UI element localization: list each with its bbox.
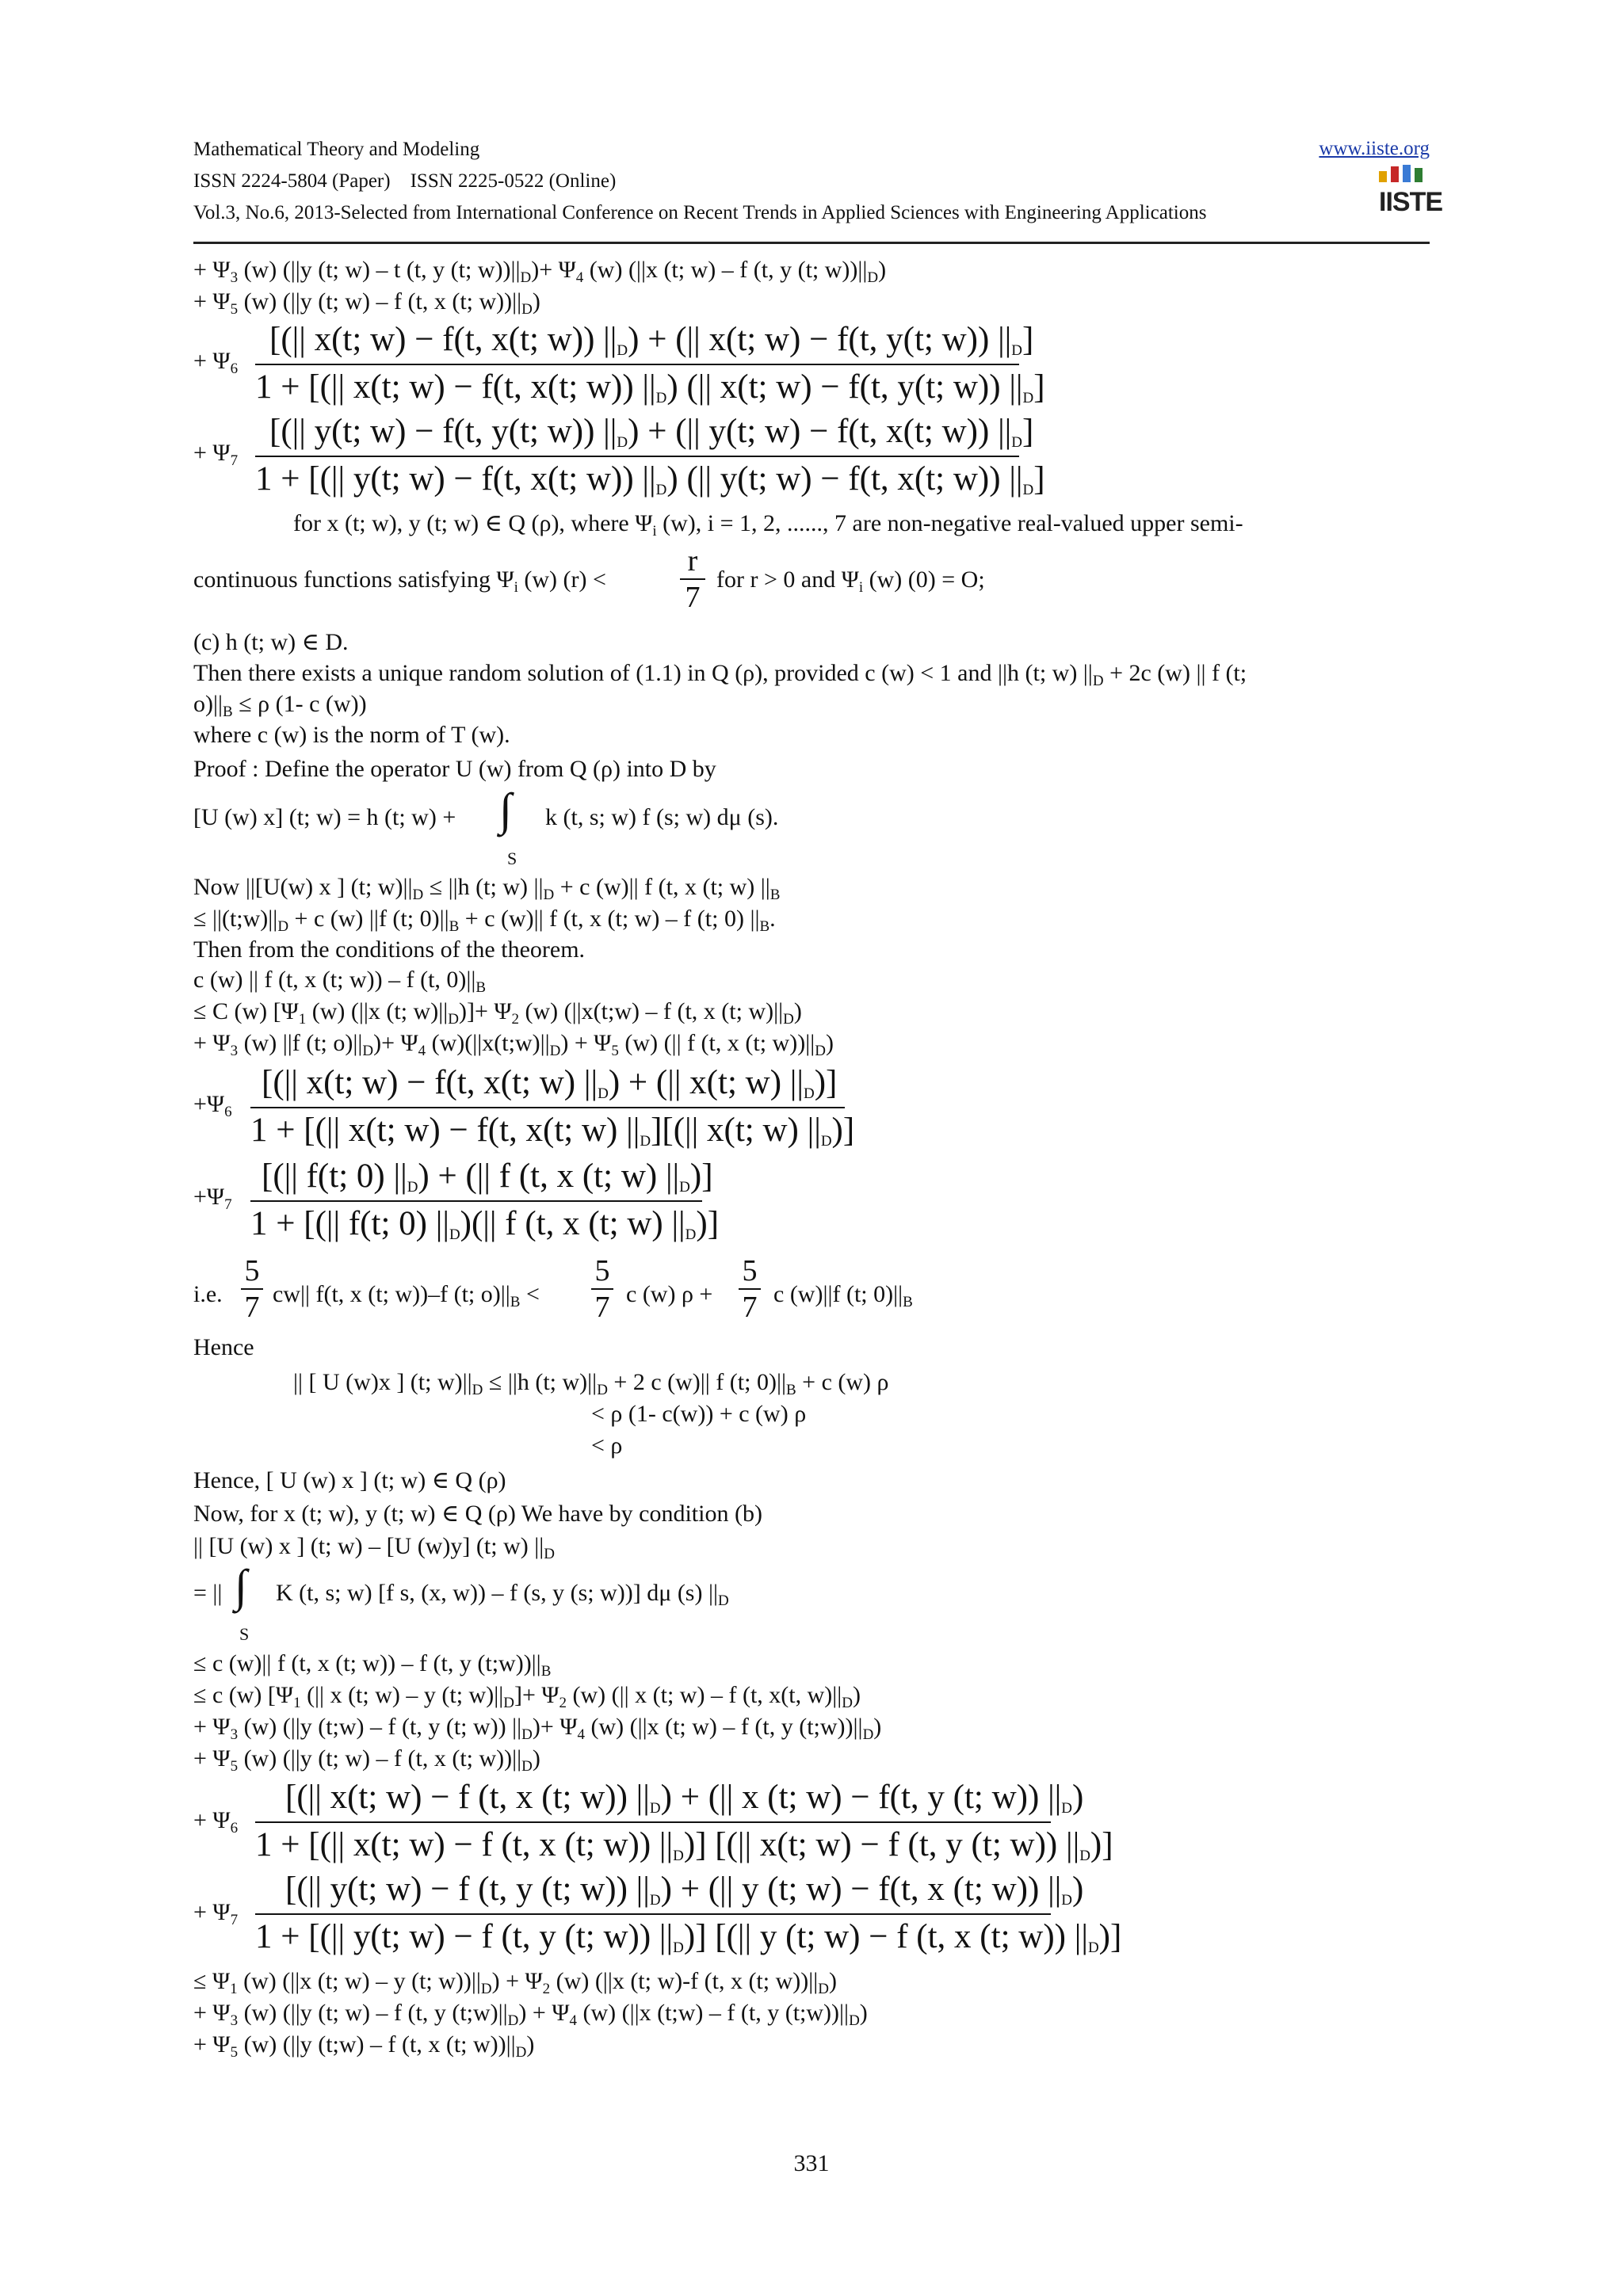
- fraction-numerator: 5: [742, 1254, 758, 1287]
- proof-heading: Proof : Define the operator U (w) from Q (ρ) into D by: [193, 756, 716, 782]
- fraction-denominator: 1 + [(|| y(t; w) − f(t, x(t; w)) $||_D$) (|| y(t; w) − f(t, x(t; w)) $||_D$]: [255, 460, 1045, 498]
- five-sevenths-fraction: [241, 1253, 263, 1325]
- fraction-denominator: 7: [742, 1291, 758, 1324]
- page-number: 331: [793, 2150, 830, 2176]
- proof-line: = ||: [193, 1580, 223, 1606]
- theorem-text: $o)||_B \le \rho$ (1- c (w)): [193, 691, 367, 720]
- condition-text: for x (t; w), y (t; w) ∈ Q (ρ), where $\Psi_i$ (w), i = 1, 2, ......, 7 are non-negative real-valued upper semi-: [293, 510, 1243, 540]
- journal-website-link[interactable]: www.iiste.org: [1319, 138, 1430, 159]
- proof-line: ≤ $||(t;w)||_D + c$ (w) ||f (t; $0)||_B + c$ (w)|| f (t, x (t; w) – f (t; 0) $||_B$.: [193, 906, 776, 935]
- logo-text: IISTE: [1379, 187, 1443, 217]
- fraction-numerator: 5: [244, 1254, 260, 1287]
- eq-line: + $\Psi_5$ (w) (||y (t; w) – f (t, x (t; $w))||_D$): [193, 288, 540, 318]
- theorem-text: where c (w) is the norm of T (w).: [193, 722, 510, 748]
- header-divider: [193, 242, 1430, 244]
- iiste-logo: [1379, 165, 1443, 225]
- fraction-bar: [250, 1107, 845, 1108]
- proof-line: + $\Psi_5$ (w) (||y (t;w) – f (t, x (t; $w))||_D$): [193, 2031, 535, 2061]
- proof-line: ≤ $\Psi_1$ (w) (||x (t; w) – y (t; $w))||_D) + \Psi_2$ (w) (||x (t; w)-f (t, x (t; $w))||_D$): [193, 1968, 837, 1997]
- condition-text: continuous functions satisfying $\Psi_i$ (w) (r) <: [193, 566, 606, 596]
- ie-text: cw|| f(t, x (t; w))–f (t; $o)||_B$ <: [273, 1281, 540, 1310]
- fraction-numerator: r: [687, 544, 698, 578]
- issn-line: ISSN 2224-5804 (Paper) ISSN 2225-0522 (Online): [193, 170, 617, 192]
- condition-text: for r > 0 and $\Psi_i$ (w) (0) = O;: [716, 566, 985, 596]
- logo-bar: [1379, 171, 1387, 182]
- fraction-denominator: 1 + [(|| x(t; w) − f(t, x(t; w) $||_D][(||$ x(t; w) $||_D$)]: [250, 1112, 855, 1150]
- proof-line: Now, for x (t; w), y (t; w) ∈ Q (ρ) We have by condition (b): [193, 1501, 762, 1527]
- fraction-bar: [255, 1913, 1051, 1915]
- psi7-label: + $\Psi_7$: [193, 440, 239, 469]
- fraction-numerator: [(|| f(t; 0) $||_D$) + (|| f (t, x (t; w) $||_D$)]: [262, 1158, 713, 1196]
- fraction-numerator: [(|| x(t; w) − f(t, x(t; w)) $||_D$) + (|| x(t; w) − f(t, y(t; w)) $||_D$]: [269, 321, 1034, 359]
- proof-line: + $\Psi_3$ (w) (||y (t;w) – f (t, y (t; w)) $||_D)+ \Psi_4$ (w) (||x (t; w) – f (t, y $(t;w))||_D$): [193, 1714, 882, 1743]
- fraction-numerator: [(|| x(t; w) − f (t, x (t; w)) $||_D$) + (|| x (t; w) − f(t, y (t; w)) $||_D$): [285, 1779, 1084, 1817]
- hence-label: Hence: [193, 1334, 254, 1360]
- theorem-text: Then there exists a unique random solution of (1.1) in Q (ρ), provided c (w) < 1 and ||h (t; w) $||_D + 2c$ (w) || f (t;: [193, 660, 1247, 689]
- journal-title: Mathematical Theory and Modeling: [193, 139, 480, 160]
- proof-line: + $\Psi_5$ (w) (||y (t; w) – f (t, x (t; $w))||_D$): [193, 1745, 540, 1775]
- fraction-numerator: [(|| y(t; w) − f (t, y (t; w)) $||_D$) + (|| y (t; w) − f(t, x (t; w)) $||_D$): [285, 1871, 1084, 1909]
- logo-bar: [1415, 168, 1423, 182]
- ie-text: c (w)||f (t; $0)||_B$: [773, 1281, 913, 1310]
- psi7-label: + $\Psi_7$: [193, 1899, 239, 1928]
- r-over-7-fraction: [680, 543, 705, 615]
- psi6-label: $+\Psi_6$: [193, 1091, 232, 1120]
- psi7-label: $+\Psi_7$: [193, 1184, 232, 1213]
- operator-definition: [U (w) x] (t; w) = h (t; w) +: [193, 804, 456, 830]
- proof-line: || [U (w) x ] (t; w) – [U (w)y] (t; w) $||_D$: [193, 1533, 555, 1562]
- proof-line: ≤ C (w) [$\Psi_1$ (w) (||x (t; $w)||_D)]+ \Psi_2$ (w) (||x(t;w) – f (t, x (t; $w)||_D$): [193, 998, 802, 1028]
- proof-line: Then from the conditions of the theorem.: [193, 936, 586, 963]
- fraction-denominator: 7: [244, 1291, 260, 1324]
- fraction-numerator: 5: [594, 1254, 610, 1287]
- five-sevenths-fraction: [591, 1253, 613, 1325]
- ie-label: i.e.: [193, 1281, 223, 1307]
- proof-line: Hence, [ U (w) x ] (t; w) ∈ Q (ρ): [193, 1467, 506, 1493]
- fraction-bar: [255, 456, 1019, 457]
- logo-bars: [1379, 165, 1430, 182]
- fraction-denominator: 1 + [(|| y(t; w) − f (t, y (t; w)) $||_D$)] [(|| y (t; w) − f (t, x (t; w)) $||_D$)]: [255, 1918, 1122, 1956]
- fraction-denominator: 1 + [(|| f(t; 0) $||_D)(||$ f (t, x (t; w) $||_D$)]: [250, 1205, 720, 1243]
- psi6-label: + $\Psi_6$: [193, 1807, 239, 1836]
- proof-line: K (t, s; w) [f s, (x, w)) – f (s, y (s; w))] dμ (s) $||_D$: [276, 1580, 729, 1609]
- proof-line: ≤ c (w) [$\Psi_1$ (|| x (t; w) – y (t; $w)||_D]+ \Psi_2$ (w) (|| x (t; w) – f (t, x(t, $w)||_D$): [193, 1682, 861, 1711]
- ie-text: c (w) ρ +: [626, 1281, 713, 1307]
- fraction-bar: [255, 364, 1019, 365]
- fraction-numerator: [(|| x(t; w) − f(t, x(t; w) $||_D$) + (|| x(t; w) $||_D$)]: [262, 1064, 838, 1102]
- integral-domain: S: [239, 1624, 250, 1644]
- fraction-bar: [255, 1821, 1051, 1823]
- fraction-denominator: 1 + [(|| x(t; w) − f (t, x (t; w)) $||_D$)] [(|| x(t; w) − f (t, y (t; w)) $||_D$)]: [255, 1826, 1113, 1864]
- proof-line: c (w) || f (t, x (t; w)) – f (t, $0)||_B$: [193, 967, 487, 996]
- fraction-bar: [250, 1200, 702, 1202]
- fraction-denominator: 7: [594, 1291, 610, 1324]
- psi6-label: + $\Psi_6$: [193, 348, 239, 377]
- estimate-line: < ρ: [591, 1432, 623, 1459]
- eq-line: + $\Psi_3$ (w) (||y (t; w) – t (t, y (t; $w))||_D)+ \Psi_4$ (w) (||x (t; w) – f (t, y (t; $w))||_D$): [193, 257, 887, 286]
- five-sevenths-fraction: [739, 1253, 761, 1325]
- estimate-line: < ρ (1- c(w)) + c (w) ρ: [591, 1401, 807, 1427]
- volume-line: Vol.3, No.6, 2013-Selected from International Conference on Recent Trends in Applied Sciences with Engineering Applications: [193, 202, 1207, 223]
- condition-c: (c) h (t; w) ∈ D.: [193, 629, 349, 655]
- integral-sign: ∫: [235, 1560, 247, 1611]
- proof-line: Now ||[U(w) x ] (t; $w)||_D \le ||h$ (t; w) $||_D + c$ (w)|| f (t, x (t; w) $||_B$: [193, 874, 781, 903]
- logo-bar: [1403, 165, 1411, 182]
- fraction-denominator: 1 + [(|| x(t; w) − f(t, x(t; w)) $||_D$) (|| x(t; w) − f(t, y(t; w)) $||_D$]: [255, 368, 1045, 406]
- logo-bar: [1391, 166, 1399, 182]
- proof-line: + $\Psi_3$ (w) ||f (t; $o)||_D)+ \Psi_4$ $(w)(||x(t;w)||_D) + \Psi_5$ (w) (|| f (t, x (t; $w))||_D$): [193, 1030, 834, 1059]
- proof-line: + $\Psi_3$ (w) (||y (t; w) – f (t, y $(t;w)||_D) + \Psi_4$ (w) (||x (t;w) – f (t, y $(t;w))||_D$): [193, 2000, 868, 2029]
- integral-domain: S: [507, 849, 517, 868]
- estimate-line: || [ U (w)x ] (t; $w)||_D \le ||h$ (t; $w)||_D + 2$ c (w)|| f (t; $0)||_B + c$ (w) ρ: [293, 1369, 889, 1398]
- fraction-denominator: 7: [685, 581, 701, 614]
- integral-sign: ∫: [499, 784, 512, 835]
- operator-definition: k (t, s; w) f (s; w) dμ (s).: [545, 804, 779, 830]
- proof-line: ≤ c (w)|| f (t, x (t; w)) – f (t, y $(t;w))||_B$: [193, 1650, 552, 1680]
- fraction-numerator: [(|| y(t; w) − f(t, y(t; w)) $||_D$) + (|| y(t; w) − f(t, x(t; w)) $||_D$]: [269, 413, 1034, 451]
